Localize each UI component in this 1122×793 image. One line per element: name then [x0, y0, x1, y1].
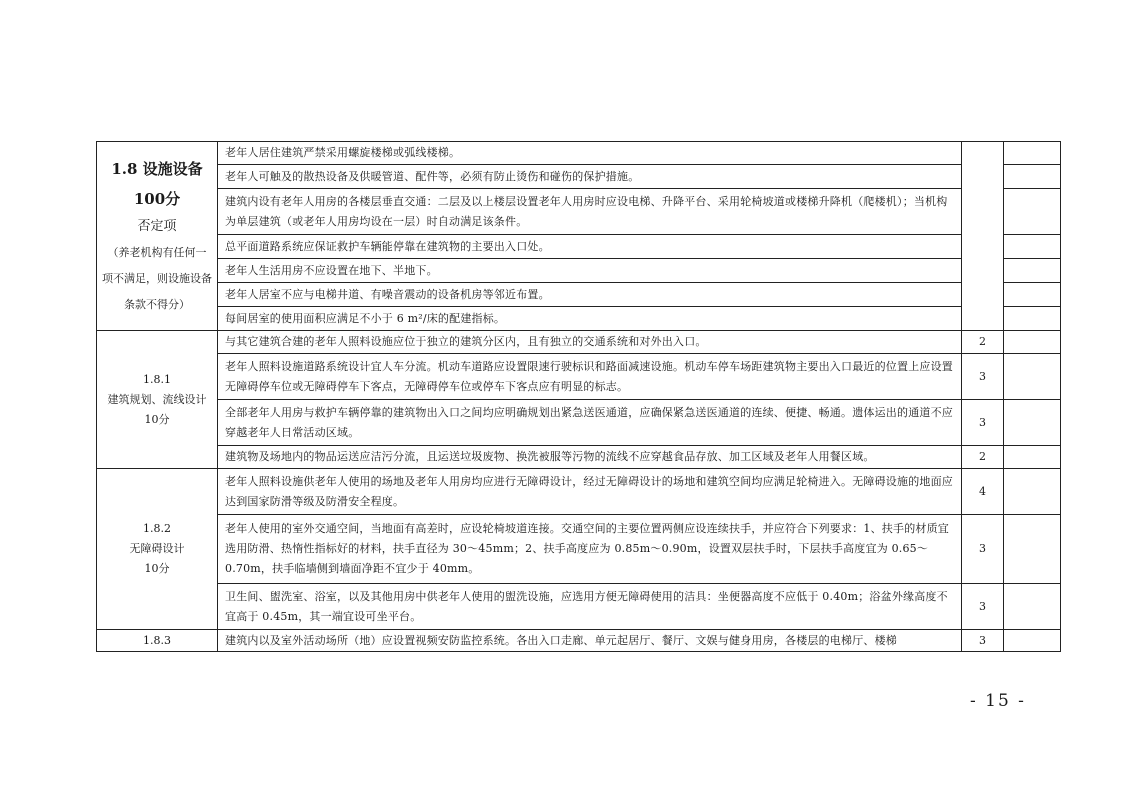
requirement-text: 老年人使用的室外交通空间，当地面有高差时，应设轮椅坡道连接。交通空间的主要位置两侧应设连续扶手，并应符合下列要求：1、扶手的材质宜选用防滑、热惰性指标好的材料，扶手直径为 30～45mm；2、扶手高度应为 0.85m～0.90m，设置双层扶手时，下层扶手高度宜为 0.65～0.70m，扶手临墙侧到墙面净距不宜少于 40mm。 — [218, 515, 962, 584]
score-value: 4 — [962, 469, 1004, 515]
evaluation-cell — [1004, 235, 1061, 259]
table-row — [97, 189, 1061, 235]
score-value: 3 — [962, 354, 1004, 400]
evaluation-cell — [1004, 259, 1061, 283]
table-row — [97, 469, 1061, 515]
subsection-points: 10分 — [144, 412, 170, 426]
table-row — [97, 446, 1061, 469]
evaluation-cell — [1004, 354, 1061, 400]
table-row — [97, 235, 1061, 259]
evaluation-cell — [1004, 331, 1061, 354]
requirement-text: 老年人居室不应与电梯井道、有噪音震动的设备机房等邻近布置。 — [218, 283, 962, 307]
table-row — [97, 283, 1061, 307]
veto-label: 否定项 — [137, 219, 177, 234]
standards-table — [96, 141, 1061, 652]
score-value: 2 — [962, 446, 1004, 469]
table-row — [97, 331, 1061, 354]
subsection-code: 1.8.3 — [97, 630, 218, 652]
veto-note-line: 条款不得分） — [124, 298, 190, 311]
subsection-code: 1.8.1 — [143, 372, 171, 386]
evaluation-cell — [1004, 469, 1061, 515]
requirement-text: 建筑物及场地内的物品运送应洁污分流，且运送垃圾废物、换洗被服等污物的流线不应穿越食品存放、加工区域及老年人用餐区域。 — [218, 446, 962, 469]
section-title: 1.8 设施设备 — [111, 160, 203, 178]
table-row — [97, 307, 1061, 331]
subsection-points: 10分 — [144, 562, 170, 575]
table-row — [97, 142, 1061, 165]
page-number: - 15 - — [970, 691, 1026, 711]
requirement-text: 建筑内以及室外活动场所（地）应设置视频安防监控系统。各出入口走廊、单元起居厅、餐厅、文娱与健身用房，各楼层的电梯厅、楼梯 — [218, 630, 962, 652]
evaluation-cell — [1004, 142, 1061, 165]
evaluation-cell — [1004, 307, 1061, 331]
score-value: 3 — [962, 630, 1004, 652]
requirement-text: 卫生间、盥洗室、浴室，以及其他用房中供老年人使用的盥洗设施，应选用方便无障碍使用的洁具：坐便器高度不应低于 0.40m；浴盆外缘高度不宜高于 0.45m，其一端宜设可坐平台。 — [218, 584, 962, 630]
subsection-cell — [97, 469, 218, 630]
score-cell — [962, 142, 1004, 331]
evaluation-cell — [1004, 515, 1061, 584]
requirement-text: 建筑内设有老年人用房的各楼层垂直交通：二层及以上楼层设置老年人用房时应设电梯、升降平台、采用轮椅坡道或楼梯升降机（爬楼机）；当机构为单层建筑（或老年人用房均设在一层）时自动满足该条件。 — [218, 189, 962, 235]
table-row — [97, 515, 1061, 584]
requirement-text: 老年人照料设施供老年人使用的场地及老年人用房均应进行无障碍设计，经过无障碍设计的场地和建筑空间均应满足轮椅进入。无障碍设施的地面应达到国家防滑等级及防滑安全程度。 — [218, 469, 962, 515]
table-row — [97, 259, 1061, 283]
requirement-text: 老年人照料设施道路系统设计宜人车分流。机动车道路应设置限速行驶标识和路面减速设施。机动车停车场距建筑物主要出入口最近的位置上应设置无障碍停车位或无障碍停车下客点，无障碍停车位或停车下客点应有明显的标志。 — [218, 354, 962, 400]
veto-note-line: （养老机构有任何一 — [107, 246, 207, 259]
veto-note-line: 项不满足，则设施设备 — [102, 272, 212, 285]
evaluation-cell — [1004, 630, 1061, 652]
evaluation-cell — [1004, 189, 1061, 235]
table-row — [97, 165, 1061, 189]
table-row — [97, 584, 1061, 630]
score-value: 3 — [962, 584, 1004, 630]
requirement-text: 老年人居住建筑严禁采用螺旋楼梯或弧线楼梯。 — [218, 142, 962, 165]
evaluation-cell — [1004, 446, 1061, 469]
subsection-cell — [97, 331, 218, 469]
subsection-code: 1.8.2 — [143, 522, 171, 535]
evaluation-cell — [1004, 165, 1061, 189]
requirement-text: 老年人生活用房不应设置在地下、半地下。 — [218, 259, 962, 283]
table-row — [97, 354, 1061, 400]
requirement-text: 每间居室的使用面积应满足不小于 6 m²/床的配建指标。 — [218, 307, 962, 331]
requirement-text: 全部老年人用房与救护车辆停靠的建筑物出入口之间均应明确规划出紧急送医通道，应确保紧急送医通道的连续、便捷、畅通。遗体运出的通道不应穿越老年人日常活动区域。 — [218, 400, 962, 446]
score-value: 3 — [962, 400, 1004, 446]
requirement-text: 与其它建筑合建的老年人照料设施应位于独立的建筑分区内，且有独立的交通系统和对外出入口。 — [218, 331, 962, 354]
score-value: 2 — [962, 331, 1004, 354]
score-value: 3 — [962, 515, 1004, 584]
requirement-text: 老年人可触及的散热设备及供暖管道、配件等，必须有防止烫伤和碰伤的保护措施。 — [218, 165, 962, 189]
evaluation-cell — [1004, 400, 1061, 446]
table-row — [97, 400, 1061, 446]
evaluation-cell — [1004, 584, 1061, 630]
section-points: 100分 — [133, 190, 181, 208]
subsection-name: 建筑规划、流线设计 — [107, 392, 207, 406]
section-cell — [97, 142, 218, 331]
requirement-text: 总平面道路系统应保证救护车辆能停靠在建筑物的主要出入口处。 — [218, 235, 962, 259]
subsection-name: 无障碍设计 — [129, 542, 185, 555]
evaluation-cell — [1004, 283, 1061, 307]
table-row — [97, 630, 1061, 652]
